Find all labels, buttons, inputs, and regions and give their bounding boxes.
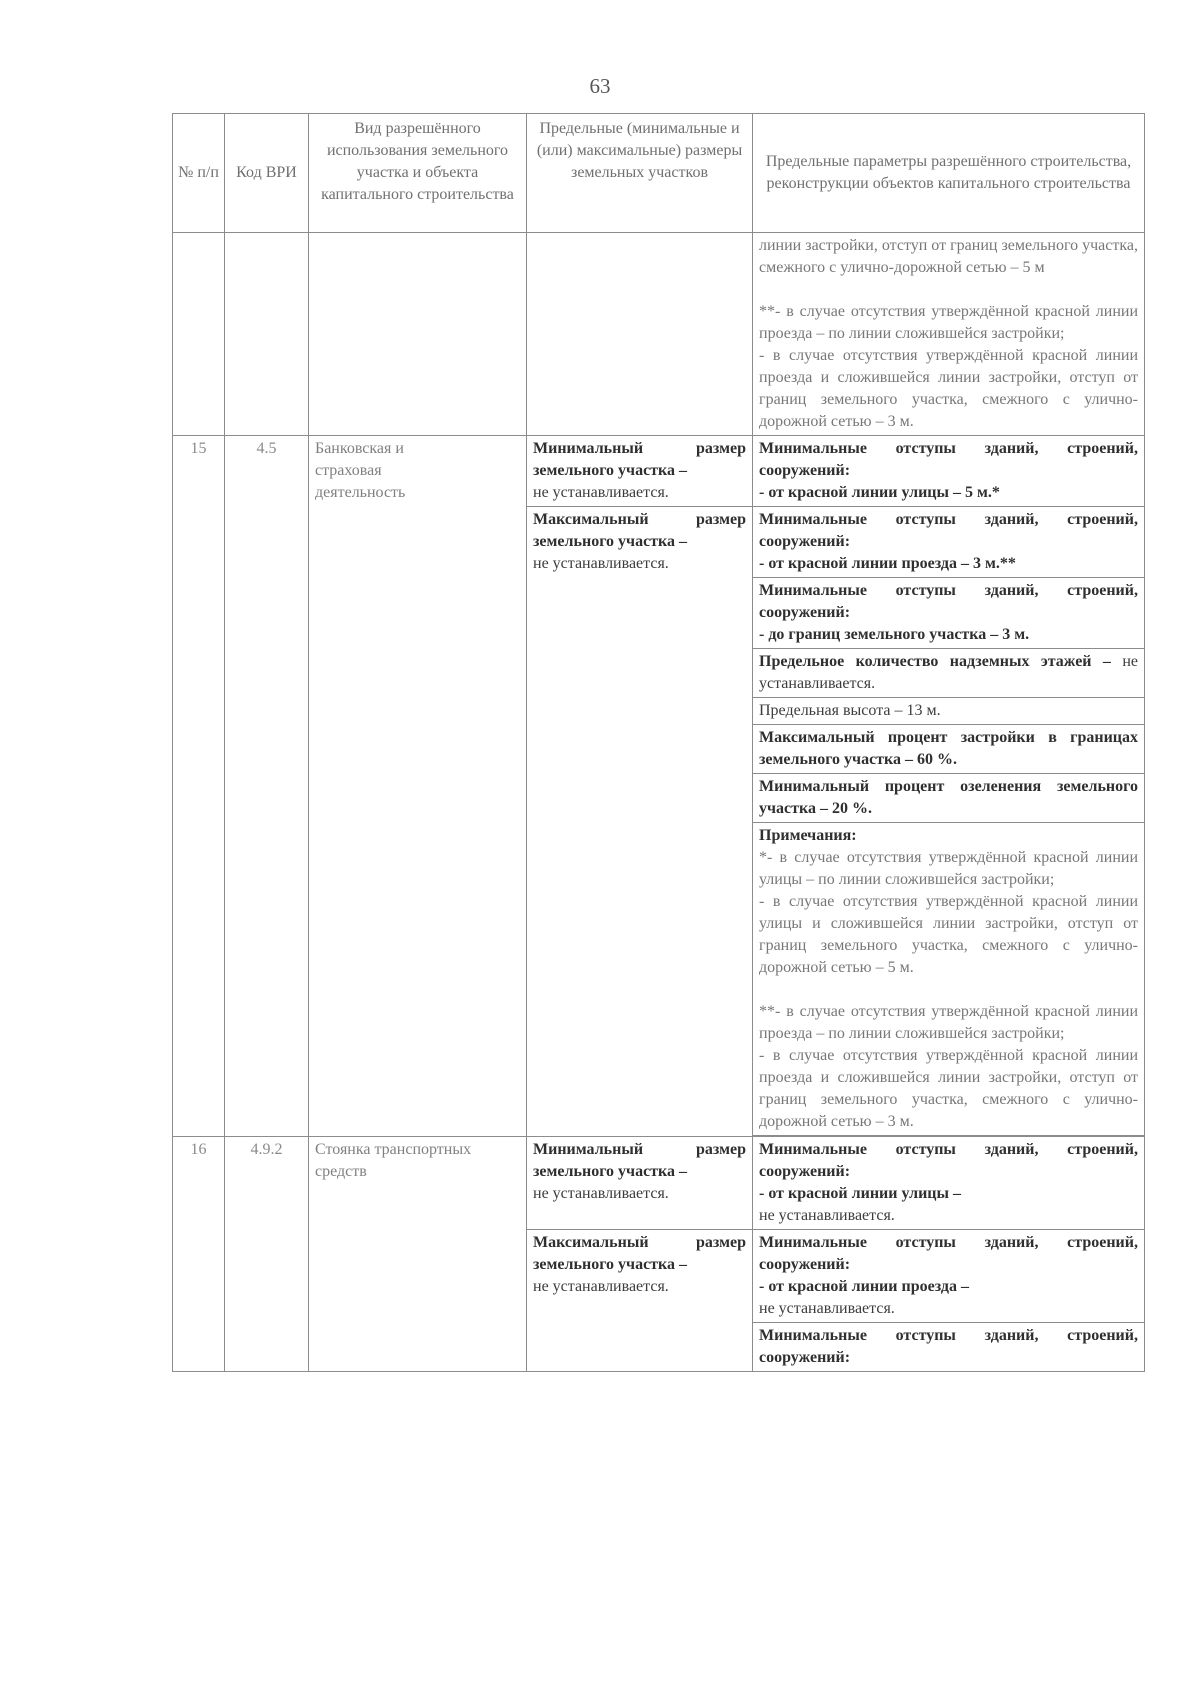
row15-note-3: **- в случае отсутствия утверждённой красной линии проезда – по линии сложившейся застройки; <box>759 1003 1138 1042</box>
row15-name: Банковская и страховая деятельность <box>309 436 527 1137</box>
header-size: Предельные (минимальные и (или) максимальные) размеры земельных участков <box>527 114 753 233</box>
row15-param-build-percent: Максимальный процент застройки в границах земельного участка – 60 %. <box>753 725 1145 774</box>
row15-max-size <box>527 507 753 1137</box>
header-num: № п/п <box>173 114 225 233</box>
row15-param-green-percent: Минимальный процент озеленения земельного участка – 20 %. <box>753 774 1145 823</box>
row15-max-size-value: не устанавливается. <box>533 555 669 572</box>
row15-param-height: Предельная высота – 13 м. <box>753 698 1145 725</box>
row16-param-street: Минимальные отступы зданий, строений, сооружений: - от красной линии улицы – не устанавливается. <box>753 1137 1145 1230</box>
row16-code: 4.9.2 <box>225 1137 309 1372</box>
row15-param-passage: Минимальные отступы зданий, строений, сооружений: - от красной линии проезда – 3 м.** <box>753 507 1145 578</box>
table-header-row <box>173 114 1145 233</box>
table-row-15 <box>173 436 1145 507</box>
row15-param-street: Минимальные отступы зданий, строений, сооружений: - от красной линии улицы – 5 м.* <box>753 436 1145 507</box>
table-row-continuation <box>173 233 1145 436</box>
row15-param-floors: Предельное количество надземных этажей – не устанавливается. <box>753 649 1145 698</box>
continuation-p3: - в случае отсутствия утверждённой красной линии проезда и сложившейся линии застройки, отступ от границ земельного участка, смежного с улично-дорожной сетью – 3 м. <box>759 347 1138 430</box>
table-row-16 <box>173 1137 1145 1230</box>
row16-name: Стоянка транспортных средств <box>309 1137 527 1372</box>
row16-min-size: Минимальный размер земельного участка – не устанавливается. <box>527 1137 753 1230</box>
row16-param-border: Минимальные отступы зданий, строений, сооружений: <box>753 1323 1145 1372</box>
continuation-p1: линии застройки, отступ от границ земельного участка, смежного с улично-дорожной сетью – 5 м <box>759 237 1138 276</box>
row15-note-2: - в случае отсутствия утверждённой красной линии улицы и сложившейся линии застройки, отступ от границ земельного участка, смежного с улично-дорожной сетью – 5 м. <box>759 893 1138 976</box>
row15-max-size-title: Максимальный размер земельного участка – <box>533 511 746 550</box>
row15-notes <box>753 823 1145 1136</box>
row15-code: 4.5 <box>225 436 309 1137</box>
row15-param-border: Минимальные отступы зданий, строений, сооружений: - до границ земельного участка – 3 м. <box>753 578 1145 649</box>
regulations-table <box>172 113 1145 1372</box>
header-code: Код ВРИ <box>225 114 309 233</box>
row15-min-size-title: Минимальный размер земельного участка – <box>533 440 746 479</box>
row15-note-4: - в случае отсутствия утверждённой красной линии проезда и сложившейся линии застройки, отступ от границ земельного участка, смежного с улично-дорожной сетью – 3 м. <box>759 1047 1138 1130</box>
row15-note-1: *- в случае отсутствия утверждённой красной линии улицы – по линии сложившейся застройки; <box>759 849 1138 888</box>
continuation-params <box>753 233 1145 436</box>
row16-num: 16 <box>173 1137 225 1372</box>
row16-max-size: Максимальный размер земельного участка – не устанавливается. <box>527 1230 753 1372</box>
row15-num: 15 <box>173 436 225 1137</box>
header-params: Предельные параметры разрешённого строительства, реконструкции объектов капитального строительства <box>753 114 1145 233</box>
continuation-p2: **- в случае отсутствия утверждённой красной линии проезда – по линии сложившейся застройки; <box>759 303 1138 342</box>
row15-min-size-value: не устанавливается. <box>533 484 669 501</box>
page-number: 63 <box>589 74 611 98</box>
header-kind: Вид разрешённого использования земельного участка и объекта капитального строительства <box>309 114 527 233</box>
row16-param-passage: Минимальные отступы зданий, строений, сооружений: - от красной линии проезда – не устанавливается. <box>753 1230 1145 1323</box>
row15-notes-title: Примечания: <box>759 827 857 844</box>
row15-min-size <box>527 436 753 507</box>
